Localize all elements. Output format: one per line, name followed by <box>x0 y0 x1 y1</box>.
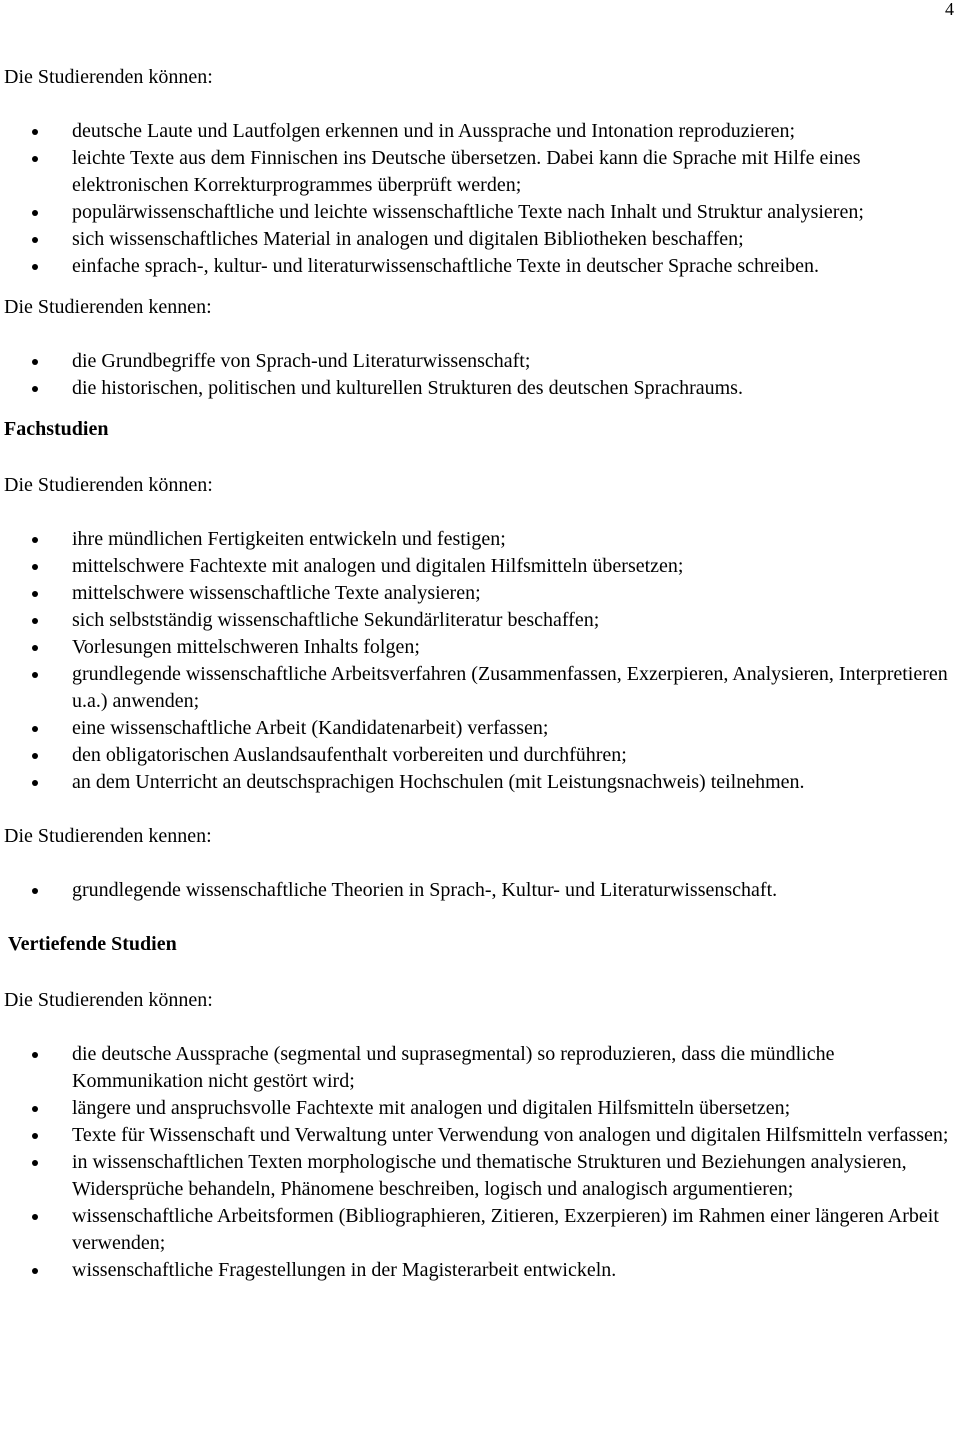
list-item: längere und anspruchsvolle Fachtexte mit analogen und digitalen Hilfsmitteln übersetzen; <box>4 1095 954 1122</box>
section-intro: Die Studierenden können: <box>4 66 213 88</box>
list-item: den obligatorischen Auslandsaufenthalt vorbereiten und durchführen; <box>4 742 954 769</box>
section-intro: Die Studierenden können: <box>4 474 213 496</box>
list-item: mittelschwere wissenschaftliche Texte analysieren; <box>4 580 954 607</box>
page-number: 4 <box>945 0 954 19</box>
list-item: einfache sprach-, kultur- und literaturwissenschaftliche Texte in deutscher Sprache schreiben. <box>4 253 954 280</box>
competence-list <box>4 118 954 280</box>
knowledge-list <box>4 877 954 904</box>
list-item: leichte Texte aus dem Finnischen ins Deutsche übersetzen. Dabei kann die Sprache mit Hilfe eines elektronischen Korrekturprogrammes überprüft werden; <box>4 145 954 199</box>
section-intro: Die Studierenden können: <box>4 989 213 1011</box>
list-item: die historischen, politischen und kulturellen Strukturen des deutschen Sprachraums. <box>4 375 954 402</box>
list-item: Texte für Wissenschaft und Verwaltung unter Verwendung von analogen und digitalen Hilfsmitteln verfassen; <box>4 1122 954 1149</box>
section-intro: Die Studierenden kennen: <box>4 825 212 847</box>
list-item: sich wissenschaftliches Material in analogen und digitalen Bibliotheken beschaffen; <box>4 226 954 253</box>
section-intro: Die Studierenden kennen: <box>4 296 212 318</box>
list-item: sich selbstständig wissenschaftliche Sekundärliteratur beschaffen; <box>4 607 954 634</box>
list-item: grundlegende wissenschaftliche Theorien in Sprach-, Kultur- und Literaturwissenschaft. <box>4 877 954 904</box>
knowledge-list <box>4 348 954 402</box>
list-item: wissenschaftliche Arbeitsformen (Bibliographieren, Zitieren, Exzerpieren) im Rahmen einer längeren Arbeit verwenden; <box>4 1203 954 1257</box>
list-item: die Grundbegriffe von Sprach-und Literaturwissenschaft; <box>4 348 954 375</box>
list-item: die deutsche Aussprache (segmental und suprasegmental) so reproduzieren, dass die mündliche Kommunikation nicht gestört wird; <box>4 1041 954 1095</box>
list-item: deutsche Laute und Lautfolgen erkennen und in Aussprache und Intonation reproduzieren; <box>4 118 954 145</box>
list-item: mittelschwere Fachtexte mit analogen und digitalen Hilfsmitteln übersetzen; <box>4 553 954 580</box>
competence-list <box>4 526 954 796</box>
list-item: Vorlesungen mittelschweren Inhalts folgen; <box>4 634 954 661</box>
list-item: in wissenschaftlichen Texten morphologische und thematische Strukturen und Beziehungen analysieren, Widersprüche behandeln, Phänomene beschreiben, logisch und analogisch argumentieren; <box>4 1149 954 1203</box>
section-heading-fachstudien: Fachstudien <box>4 418 109 440</box>
section-heading-vertiefende-studien: Vertiefende Studien <box>8 933 177 955</box>
competence-list <box>4 1041 954 1284</box>
list-item: an dem Unterricht an deutschsprachigen Hochschulen (mit Leistungsnachweis) teilnehmen. <box>4 769 954 796</box>
list-item: wissenschaftliche Fragestellungen in der Magisterarbeit entwickeln. <box>4 1257 954 1284</box>
list-item: eine wissenschaftliche Arbeit (Kandidatenarbeit) verfassen; <box>4 715 954 742</box>
list-item: populärwissenschaftliche und leichte wissenschaftliche Texte nach Inhalt und Struktur analysieren; <box>4 199 954 226</box>
list-item: grundlegende wissenschaftliche Arbeitsverfahren (Zusammenfassen, Exzerpieren, Analysieren, Interpretieren u.a.) anwenden; <box>4 661 954 715</box>
list-item: ihre mündlichen Fertigkeiten entwickeln und festigen; <box>4 526 954 553</box>
document-body <box>4 64 954 1284</box>
